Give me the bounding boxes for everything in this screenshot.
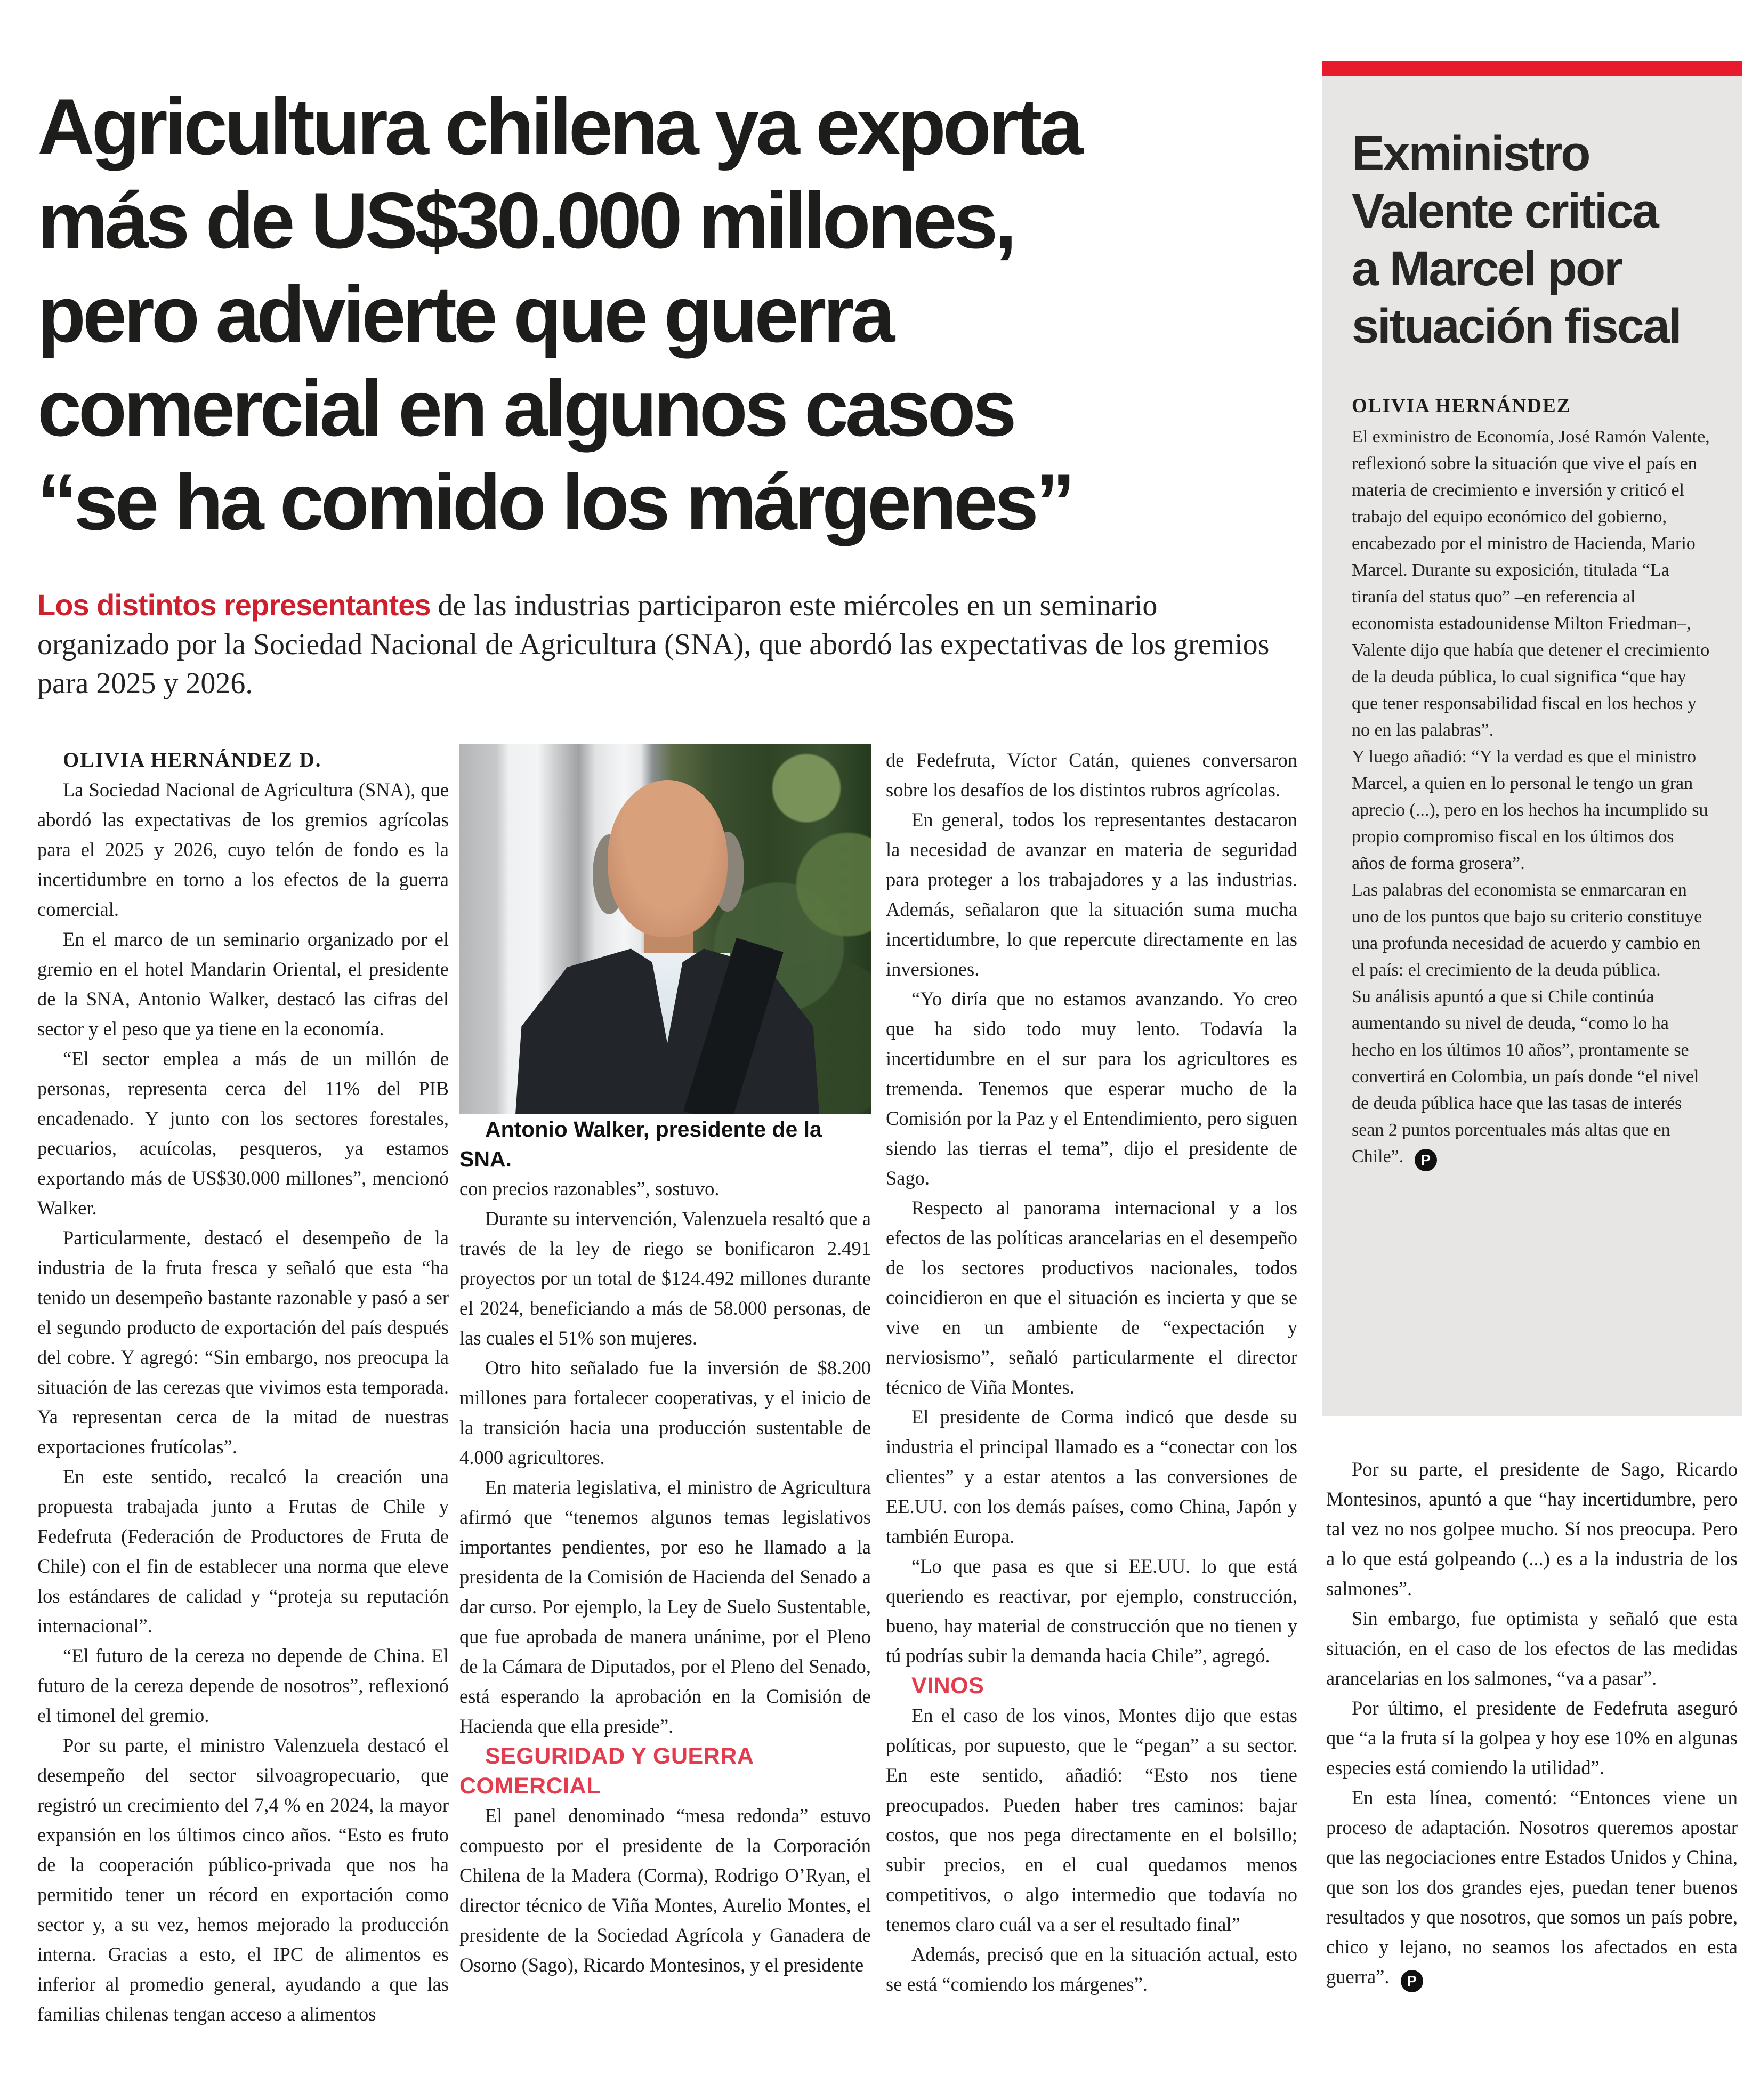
- sidebar-byline: OLIVIA HERNÁNDEZ: [1352, 395, 1571, 417]
- end-of-article-icon: P: [1401, 1970, 1423, 1992]
- article-paragraph: El presidente de Corma indicó que desde su industria el principal llamado es a “conectar con los clientes” y a estar atentos a las conversiones de EE.UU. con los demás países, como China, Japón y también Europa.: [886, 1406, 1297, 1547]
- article-paragraph: Por su parte, el presidente de Sago, Ricardo Montesinos, apuntó a que “hay incertidumbre, pero tal vez no nos golpee mucho. Sí nos preocupa. Pero a lo que está golpeando (...) es a la industria de los salmones”.: [1326, 1458, 1738, 1599]
- article-paragraph: En materia legislativa, el ministro de Agricultura afirmó que “tenemos algunos temas legislativos importantes pendientes, por eso he llamado a la presidenta de la Comisión de Hacienda del Senado a dar curso. Por ejemplo, la Ley de Suelo Sustentable, que fue aprobada de manera unánime, por el Pleno de la Cámara de Diputados, por el Pleno del Senado, está esperando la aprobación en la Comisión de Hacienda que ella preside”.: [459, 1476, 871, 1737]
- sidebar-article: [1322, 76, 1742, 1416]
- lede-paragraph: [37, 585, 1285, 703]
- headline-line: pero advierte que guerra: [37, 270, 892, 359]
- sidebar-headline-line: a Marcel por: [1352, 242, 1621, 296]
- photo-person: [539, 765, 795, 1114]
- article-paragraph: Otro hito señalado fue la inversión de $8.200 millones para fortalecer cooperativas, y el inicio de la transición hacia una producción sustentable de 4.000 agricultores.: [459, 1357, 871, 1468]
- sidebar-paragraph: [1352, 984, 1711, 1170]
- photo-antonio-walker: [459, 744, 871, 1114]
- section-subhead-vinos: VINOS: [911, 1673, 984, 1699]
- sidebar-headline-line: Valente critica: [1352, 184, 1658, 238]
- sidebar-paragraph-text: Su análisis apuntó a que si Chile continúa aumentando su nivel de deuda, “como lo ha hecho en los últimos 10 años”, prontamente se convertirá en Colombia, un país donde “el nivel de deuda pública hace que las tasas de interés sean 2 puntos porcentuales más altas que en Chile”.: [1352, 987, 1699, 1166]
- main-headline: [37, 80, 1279, 549]
- article-column-1: [37, 745, 449, 2029]
- article-paragraph: “Yo diría que no estamos avanzando. Yo creo que ha sido todo muy lento. Todavía la incertidumbre en el sur para los agricultores es tremenda. Tenemos que esperar mucho de la Comisión por la Paz y el Entendimiento, pero siguen siendo las tierras el tema”, dijo el presidente de Sago.: [886, 988, 1297, 1189]
- article-paragraph: de Fedefruta, Víctor Catán, quienes conversaron sobre los desafíos de los distintos rubros agrícolas.: [886, 749, 1297, 801]
- article-paragraph: “Lo que pasa es que si EE.UU. lo que está queriendo es reactivar, por ejemplo, construcción, bueno, hay material de construcción que no tienen y tú podrías subir la demanda hacia Chile”, agregó.: [886, 1555, 1297, 1667]
- article-byline: OLIVIA HERNÁNDEZ D.: [63, 749, 322, 771]
- sidebar-headline-line: Exministro: [1352, 126, 1589, 181]
- photo-person-head: [608, 780, 728, 937]
- headline-line: comercial en algunos casos: [37, 364, 1014, 453]
- article-paragraph: con precios razonables”, sostuvo.: [459, 1178, 720, 1200]
- article-paragraph: Sin embargo, fue optimista y señaló que esta situación, en el caso de los efectos de las medidas arancelarias en los salmones, “va a pasar”.: [1326, 1607, 1738, 1689]
- article-paragraph: Además, precisó que en la situación actual, esto se está “comiendo los márgenes”.: [886, 1943, 1297, 1995]
- article-paragraph: En el marco de un seminario organizado por el gremio en el hotel Mandarin Oriental, el presidente de la SNA, Antonio Walker, destacó las cifras del sector y el peso que ya tiene en la economía.: [37, 928, 449, 1040]
- lede-text: de las industrias participaron este miércoles en un seminario organizado por la Sociedad Nacional de Agricultura (SNA), que abordó las expectativas de los gremios para 2025 y 2026.: [37, 589, 1270, 700]
- end-of-article-icon: P: [1415, 1149, 1437, 1171]
- article-paragraph: “El futuro de la cereza no depende de China. El futuro de la cereza depende de nosotros”, reflexionó el timonel del gremio.: [37, 1645, 449, 1726]
- sidebar-paragraph: Las palabras del economista se enmarcaran en uno de los puntos que bajo su criterio constituye una profunda necesidad de acuerdo y cambio en el país: el crecimiento de la deuda pública.: [1352, 880, 1702, 980]
- article-paragraph: En el caso de los vinos, Montes dijo que estas políticas, por supuesto, que le “pegan” a su sector. En este sentido, añadió: “Esto nos tiene preocupados. Pueden haber tres caminos: bajar costos, que nos pega directamente en el bolsillo; subir precios, en el cual quedamos menos competitivos, o algo intermedio que todavía no tenemos claro cuál va a ser el resultado final”: [886, 1704, 1297, 1935]
- article-paragraph: Por su parte, el ministro Valenzuela destacó el desempeño del sector silvoagropecuario, que registró un crecimiento del 7,4 % en 2024, la mayor expansión en los últimos cinco años. “Esto es fruto de la cooperación público-privada que nos ha permitido tener un récord en exportación como sector y, a su vez, hemos mejorado la producción interna. Gracias a esto, el IPC de alimentos es inferior al promedio general, ayudando a que las familias chilenas tengan acceso a alimentos: [37, 1734, 449, 2025]
- sidebar-headline-line: situación fiscal: [1352, 299, 1681, 353]
- sidebar-red-bar: [1322, 61, 1742, 76]
- sidebar-headline: [1352, 125, 1711, 355]
- article-paragraph: “El sector emplea a más de un millón de personas, representa cerca del 11% del PIB encadenado. Y junto con los sectores forestales, pecuarios, acuícolas, pesqueros, ya estamos exportando más de US$30.000 millones”, mencionó Walker.: [37, 1048, 449, 1219]
- article-paragraph: En general, todos los representantes destacaron la necesidad de avanzar en materia de seguridad para proteger a los trabajadores y a las industrias. Además, señalaron que la situación suma mucha incertidumbre, lo que repercute directamente en las inversiones.: [886, 809, 1297, 980]
- article-paragraph: La Sociedad Nacional de Agricultura (SNA), que abordó las expectativas de los gremios agrícolas para el 2025 y 2026, cuyo telón de fondo es la incertidumbre en torno a los efectos de la guerra comercial.: [37, 779, 449, 920]
- article-column-4: [1326, 1454, 1738, 1992]
- sidebar-body: [1352, 424, 1711, 1170]
- sidebar-paragraph: El exministro de Economía, José Ramón Valente, reflexionó sobre la situación que vive el país en materia de crecimiento e inversión y criticó el trabajo del equipo económico del gobierno, encabezado por el ministro de Hacienda, Mario Marcel. Durante su exposición, titulada “La tiranía del status quo” –en referencia al economista estadounidense Milton Friedman–, Valente dijo que había que detener el crecimiento de la deuda pública, lo cual significa “que hay que tener responsabilidad fiscal en los hechos y no en las palabras”.: [1352, 427, 1710, 740]
- article-paragraph: Por último, el presidente de Fedefruta aseguró que “a la fruta sí la golpea y hoy ese 10% en algunas especies está comiendo la utilidad”.: [1326, 1697, 1738, 1779]
- article-paragraph: Respecto al panorama internacional y a los efectos de las políticas arancelarias en el desempeño de los sectores productivos nacionales, todos coincidieron en que el situación es incierta y que se vive en un ambiente de “expectación y nerviosismo”, señaló particularmente el director técnico de Viña Montes.: [886, 1197, 1297, 1398]
- article-paragraph-text: En esta línea, comentó: “Entonces viene un proceso de adaptación. Nosotros queremos apostar que las negociaciones entre Estados Unidos y China, que son los dos grandes ejes, puedan tener buenos resultados y que nosotros, que somos un país pobre, chico y lejano, no seamos los afectados en esta guerra”.: [1326, 1787, 1738, 1988]
- headline-line: Agricultura chilena ya exporta: [37, 82, 1080, 171]
- article-paragraph: Durante su intervención, Valenzuela resaltó que a través de la ley de riego se bonificaron 2.491 proyectos por un total de $124.492 millones durante el 2024, beneficiando a más de 58.000 personas, de las cuales el 51% son mujeres.: [459, 1208, 871, 1349]
- headline-line: más de US$30.000 millones,: [37, 176, 1014, 265]
- article-column-2: [459, 744, 871, 1980]
- section-subhead-seguridad: SEGURIDAD Y GUERRA COMERCIAL: [459, 1743, 753, 1799]
- photo-caption: Antonio Walker, presidente de la SNA.: [459, 1117, 822, 1171]
- article-paragraph: Particularmente, destacó el desempeño de la industria de la fruta fresca y señaló que esta “ha tenido un desempeño bastante razonable y pasó a ser el segundo producto de exportación del país después del cobre. Y agregó: “Sin embargo, nos preocupa la situación de las cerezas que vivimos esta temporada. Ya representan cerca de la mitad de nuestras exportaciones frutícolas”.: [37, 1227, 449, 1458]
- article-paragraph: [1326, 1783, 1738, 1992]
- lede-lead-in: Los distintos representantes: [37, 588, 431, 622]
- headline-line: “se ha comido los márgenes”: [37, 457, 1072, 546]
- sidebar-paragraph: Y luego añadió: “Y la verdad es que el ministro Marcel, a quien en lo personal le tengo un gran aprecio (...), pero en los hechos ha incumplido su propio compromiso fiscal en los últimos dos años de forma grosera”.: [1352, 747, 1708, 873]
- article-paragraph: En este sentido, recalcó la creación una propuesta trabajada junto a Frutas de Chile y Fedefruta (Federación de Productores de Fruta de Chile) con el fin de establecer una norma que eleve los estándares de calidad y “proteja su reputación internacional”.: [37, 1466, 449, 1637]
- article-paragraph: El panel denominado “mesa redonda” estuvo compuesto por el presidente de la Corporación Chilena de la Madera (Corma), Rodrigo O’Ryan, el director técnico de Viña Montes, Aurelio Montes, el presidente de la Sociedad Agrícola y Ganadera de Osorno (Sago), Ricardo Montesinos, y el presidente: [459, 1805, 871, 1976]
- article-column-3: [886, 745, 1297, 1999]
